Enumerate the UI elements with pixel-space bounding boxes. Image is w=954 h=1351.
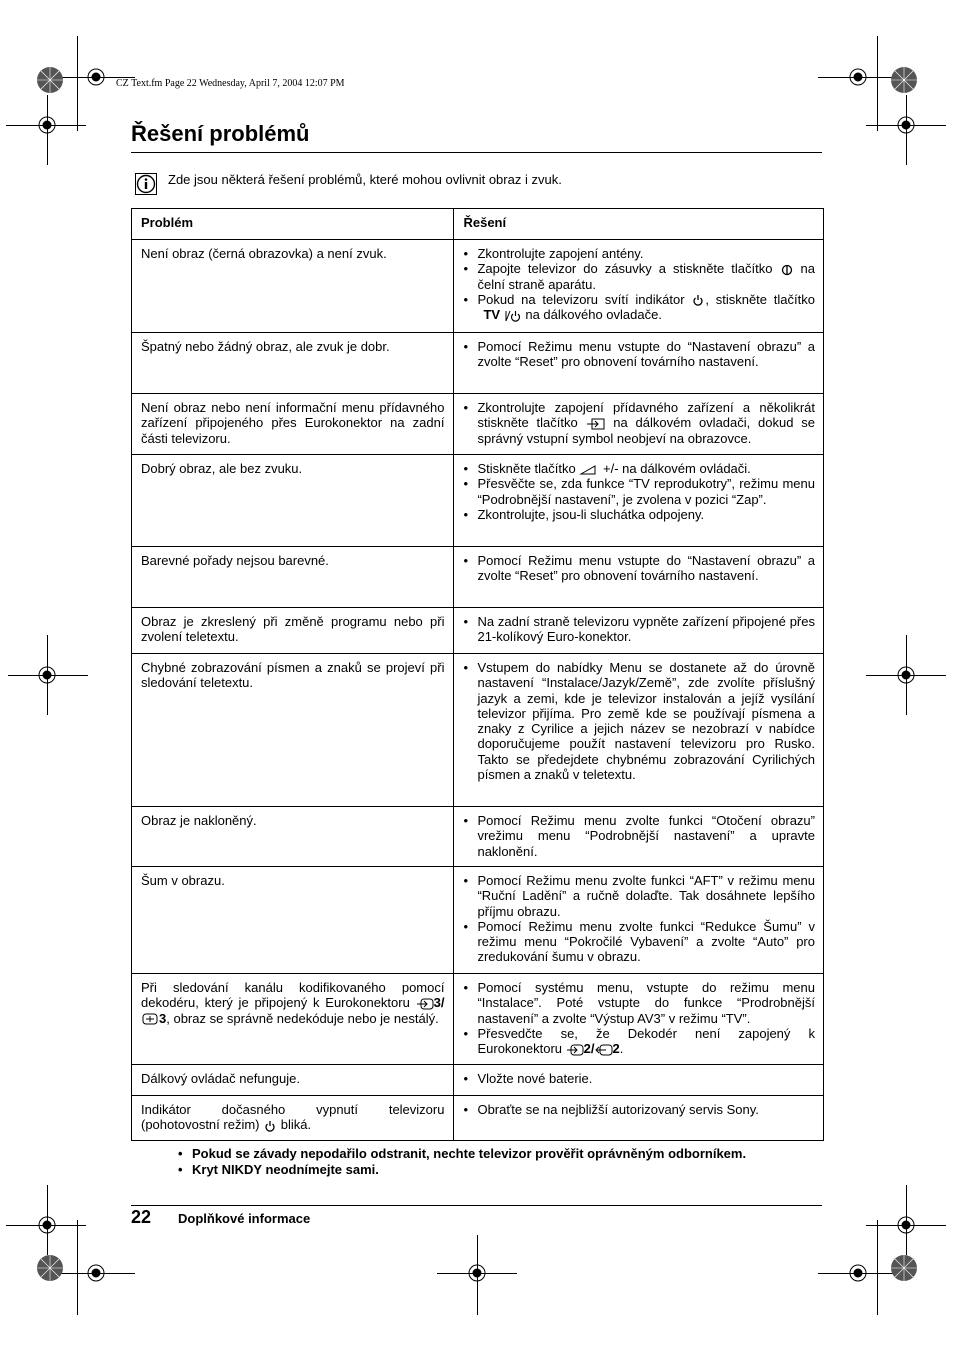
table-row [132, 1065, 824, 1096]
solution-list [454, 240, 823, 322]
power-button-icon [780, 264, 794, 276]
table-row [132, 608, 824, 654]
problem-text: Dálkový ovládač nefunguje. [141, 1071, 300, 1086]
table-row [132, 455, 824, 547]
solution-item: • Stiskněte tlačítko +/- na dálkovém ovládači. [463, 461, 815, 476]
warning-notes [178, 1146, 746, 1178]
problem-text: Šum v obrazu. [141, 873, 225, 888]
warning-note: • Pokud se závady nepodařilo odstranit, nechte televizor prověřit oprávněným odborníkem. [178, 1146, 746, 1162]
solution-item: • Vstupem do nabídky Menu se dostanete až do úrovně nastavení “Instalace/Jazyk/Země”, zde zvolíte příslušný jazyk a zemi, kde je televizor instalován a jejíž vysílání televizor přijíma. Pro země kde se používají písmena a znaky z Cyrilice a jejich název se nezobrazí v nabídce doporučujeme použít nastavení televizoru pro Rusko. Takto se předejdete chybnému zobrazování Cyrilichých písmen a znaků v teletextu. [463, 660, 815, 782]
table-row [132, 333, 824, 394]
solution-list [454, 654, 823, 782]
title-divider [131, 152, 822, 153]
column-header-problem: Problém [132, 209, 454, 240]
problem-text: Barevné pořady nejsou barevné. [141, 553, 329, 568]
problem-text: Obraz je nakloněný. [141, 813, 257, 828]
solution-item: • Zkontrolujte zapojení přídavného zařízení a několikrát stiskněte tlačítko na dálkovém ovladači, dokud se správný vstupní symbol neobjeví na obrazovce. [463, 400, 815, 446]
footer-divider [131, 1205, 822, 1206]
solution-item: • Pomocí Režimu menu zvolte funkci “Otočení obrazu” vrežimu menu “Podrobnější nastavení” a upravte naklonění. [463, 813, 815, 859]
table-row [132, 807, 824, 867]
warning-note: • Kryt NIKDY neodnímejte sami. [178, 1162, 746, 1178]
solution-item: • Pomocí systému menu, vstupte do režimu menu “Instalace”. Poté vstupte do funkce “Prodrobnější nastavení” a zvolte “Výstup AV3” v režimu “TV”. [463, 980, 815, 1026]
input-select-icon [586, 418, 606, 430]
standby-icon [691, 294, 705, 306]
scart-input-icon [416, 998, 434, 1010]
problem-text: Není obraz (černá obrazovka) a není zvuk. [141, 246, 387, 261]
column-header-solution: Řešení [454, 209, 824, 240]
solution-item: • Pokud na televizoru svítí indikátor , stiskněte tlačítko TV na dálkového ovladače. [463, 292, 815, 323]
table-row [132, 654, 824, 807]
solution-item: • Na zadní straně televizoru vypněte zařízení připojené přes 21-kolíkový Euro-konektor. [463, 614, 815, 645]
solution-list [454, 608, 823, 645]
problem-text: Při sledování kanálu kodifikovaného pomocí dekodéru, který je připojený k Eurokonektoru 3/3, obraz se správně nedekóduje nebo je nestálý. [141, 980, 445, 1026]
solution-list [454, 807, 823, 859]
volume-icon [579, 464, 599, 476]
solution-list [454, 1065, 823, 1086]
page-number: 22 [131, 1207, 152, 1227]
table-row [132, 974, 824, 1065]
solution-item: • Zkontrolujte zapojení antény. [463, 246, 815, 261]
troubleshooting-table [131, 208, 824, 1141]
standby-icon [263, 1120, 277, 1132]
solution-list [454, 1096, 823, 1117]
info-icon [135, 173, 157, 195]
problem-text: Indikátor dočasného vypnutí televizoru (pohotovostní režim) bliká. [141, 1102, 445, 1133]
problem-text: Obraz je zkreslený při změně programu nebo při zvolení teletextu. [141, 614, 445, 645]
page-title: Řešení problémů [131, 121, 310, 146]
solution-item: • Přesvedčte se, že Dekodér není zapojený k Eurokonektoru 2/ 2. [463, 1026, 815, 1057]
solution-list [454, 455, 823, 522]
table-row [132, 240, 824, 333]
scart-input-icon [566, 1044, 584, 1056]
solution-item: • Zkontrolujte, jsou-li sluchátka odpojeny. [463, 507, 815, 522]
solution-item: • Obraťte se na nejbližší autorizovaný servis Sony. [463, 1102, 815, 1117]
table-row [132, 547, 824, 608]
solution-list [454, 547, 823, 584]
solution-list [454, 867, 823, 965]
solution-list [454, 974, 823, 1056]
table-row [132, 1096, 824, 1141]
solution-item: • Zapojte televizor do zásuvky a stiskněte tlačítko na čelní straně aparátu. [463, 261, 815, 292]
solution-list [454, 333, 823, 370]
scart-output-icon [595, 1044, 613, 1056]
table-header-row [132, 209, 824, 240]
solution-item: • Pomocí Režimu menu vstupte do “Nastavení obrazu” a zvolte “Reset” pro obnovení továrního nastavení. [463, 339, 815, 370]
problem-text: Dobrý obraz, ale bez zvuku. [141, 461, 303, 476]
section-name: Doplňkové informace [178, 1211, 311, 1226]
problem-text: Špatný nebo žádný obraz, ale zvuk je dobr. [141, 339, 390, 354]
problem-text: Chybné zobrazování písmen a znaků se projeví při sledování teletextu. [141, 660, 445, 691]
solution-item: • Pomocí Režimu menu zvolte funkci “AFT” v režimu menu “Ruční Ladění” a ručně dolaďte. Tak dosáhnete lepšího příjmu obrazu. [463, 873, 815, 919]
solution-item: • Vložte nové baterie. [463, 1071, 815, 1086]
tv-standby-icon [504, 310, 522, 322]
table-row [132, 394, 824, 455]
scart-rgb-icon [141, 1013, 159, 1025]
solution-item: • Přesvěčte se, zda funkce “TV reprodukotry”, režimu menu “Podrobnější nastavení”, je zvolena v pozici “Zap”. [463, 476, 815, 507]
problem-text: Není obraz nebo není informační menu přídavného zařízení připojeného přes Eurokonektor na zadní části televizoru. [141, 400, 445, 446]
table-row [132, 867, 824, 974]
file-header: CZ Text.fm Page 22 Wednesday, April 7, 2004 12:07 PM [116, 78, 345, 89]
solution-item: • Pomocí Režimu menu zvolte funkci “Redukce Šumu” v režimu menu “Pokročilé Vybavení” a zvolte “Auto” pro zredukování šumu v obrazu. [463, 919, 815, 965]
solution-item: • Pomocí Režimu menu vstupte do “Nastavení obrazu” a zvolte “Reset” pro obnovení továrního nastavení. [463, 553, 815, 584]
solution-list [454, 394, 823, 446]
intro-text: Zde jsou některá řešení problémů, které mohou ovlivnit obraz i zvuk. [168, 172, 562, 187]
